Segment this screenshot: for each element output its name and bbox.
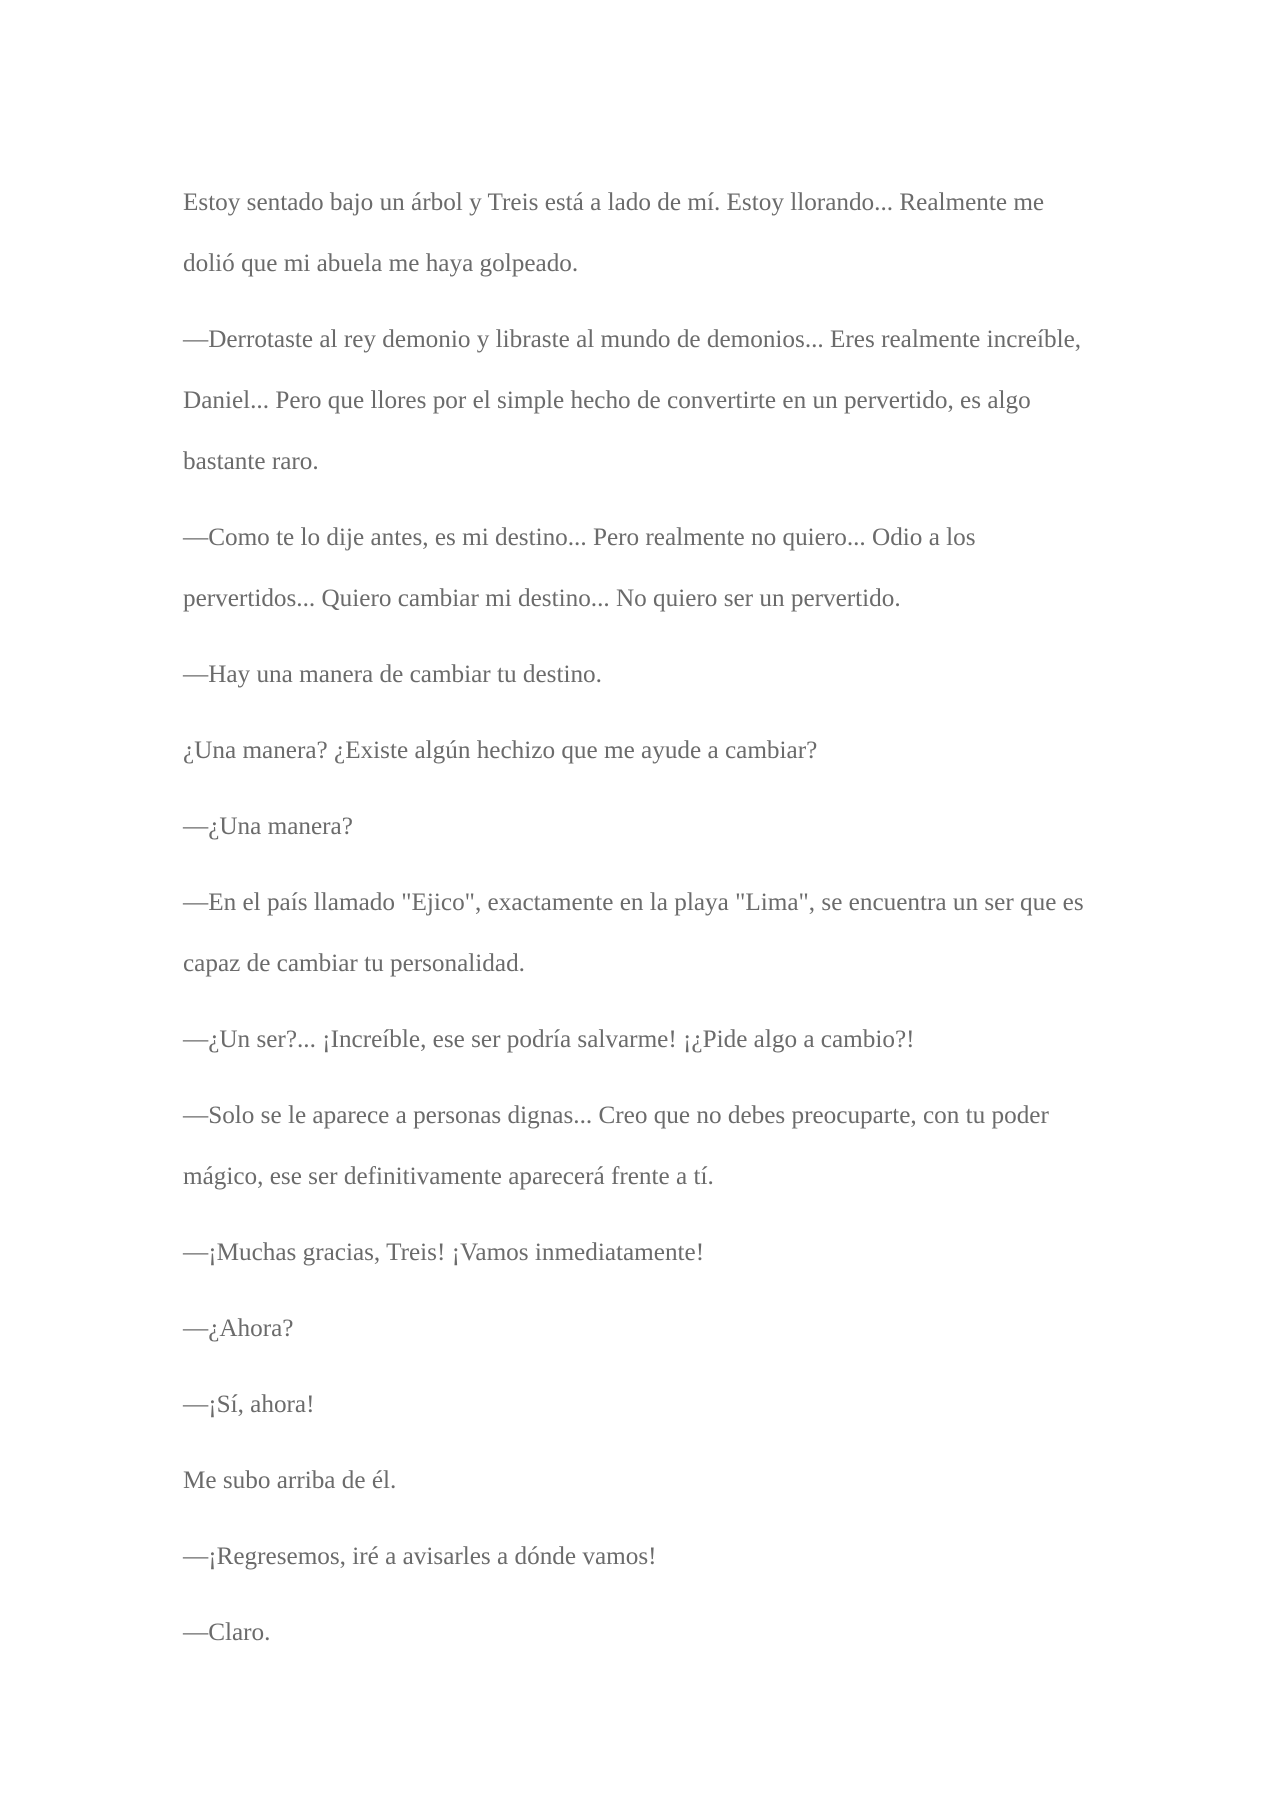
paragraph-4: —Hay una manera de cambiar tu destino. <box>183 661 602 688</box>
paragraph-9: —Solo se le aparece a personas dignas... Creo que no debes preocuparte, con tu poder mágico, ese ser definitivamente aparecerá frente a tí. <box>183 1102 1049 1190</box>
paragraph-15: —Claro. <box>183 1619 271 1646</box>
paragraph-13: Me subo arriba de él. <box>183 1467 397 1494</box>
paragraph-10: —¡Muchas gracias, Treis! ¡Vamos inmediatamente! <box>183 1239 705 1266</box>
paragraph-5: ¿Una manera? ¿Existe algún hechizo que me ayude a cambiar? <box>183 737 818 764</box>
paragraph-7: —En el país llamado "Ejico", exactamente en la playa "Lima", se encuentra un ser que es capaz de cambiar tu personalidad. <box>183 889 1084 977</box>
paragraph-14: —¡Regresemos, iré a avisarles a dónde vamos! <box>183 1543 657 1570</box>
paragraph-11: —¿Ahora? <box>183 1315 294 1342</box>
paragraph-12: —¡Sí, ahora! <box>183 1391 315 1418</box>
paragraph-3: —Como te lo dije antes, es mi destino... Pero realmente no quiero... Odio a los pervertidos... Quiero cambiar mi destino... No quiero ser un pervertido. <box>183 524 976 612</box>
document-body <box>183 172 1097 1678</box>
paragraph-6: —¿Una manera? <box>183 813 353 840</box>
paragraph-2: —Derrotaste al rey demonio y libraste al mundo de demonios... Eres realmente increíble, Daniel... Pero que llores por el simple hecho de convertirte en un pervertido, es algo bastante raro. <box>183 326 1082 475</box>
paragraph-1: Estoy sentado bajo un árbol y Treis está a lado de mí. Estoy llorando... Realmente me dolió que mi abuela me haya golpeado. <box>183 189 1045 277</box>
paragraph-8: —¿Un ser?... ¡Increíble, ese ser podría salvarme! ¡¿Pide algo a cambio?! <box>183 1026 915 1053</box>
